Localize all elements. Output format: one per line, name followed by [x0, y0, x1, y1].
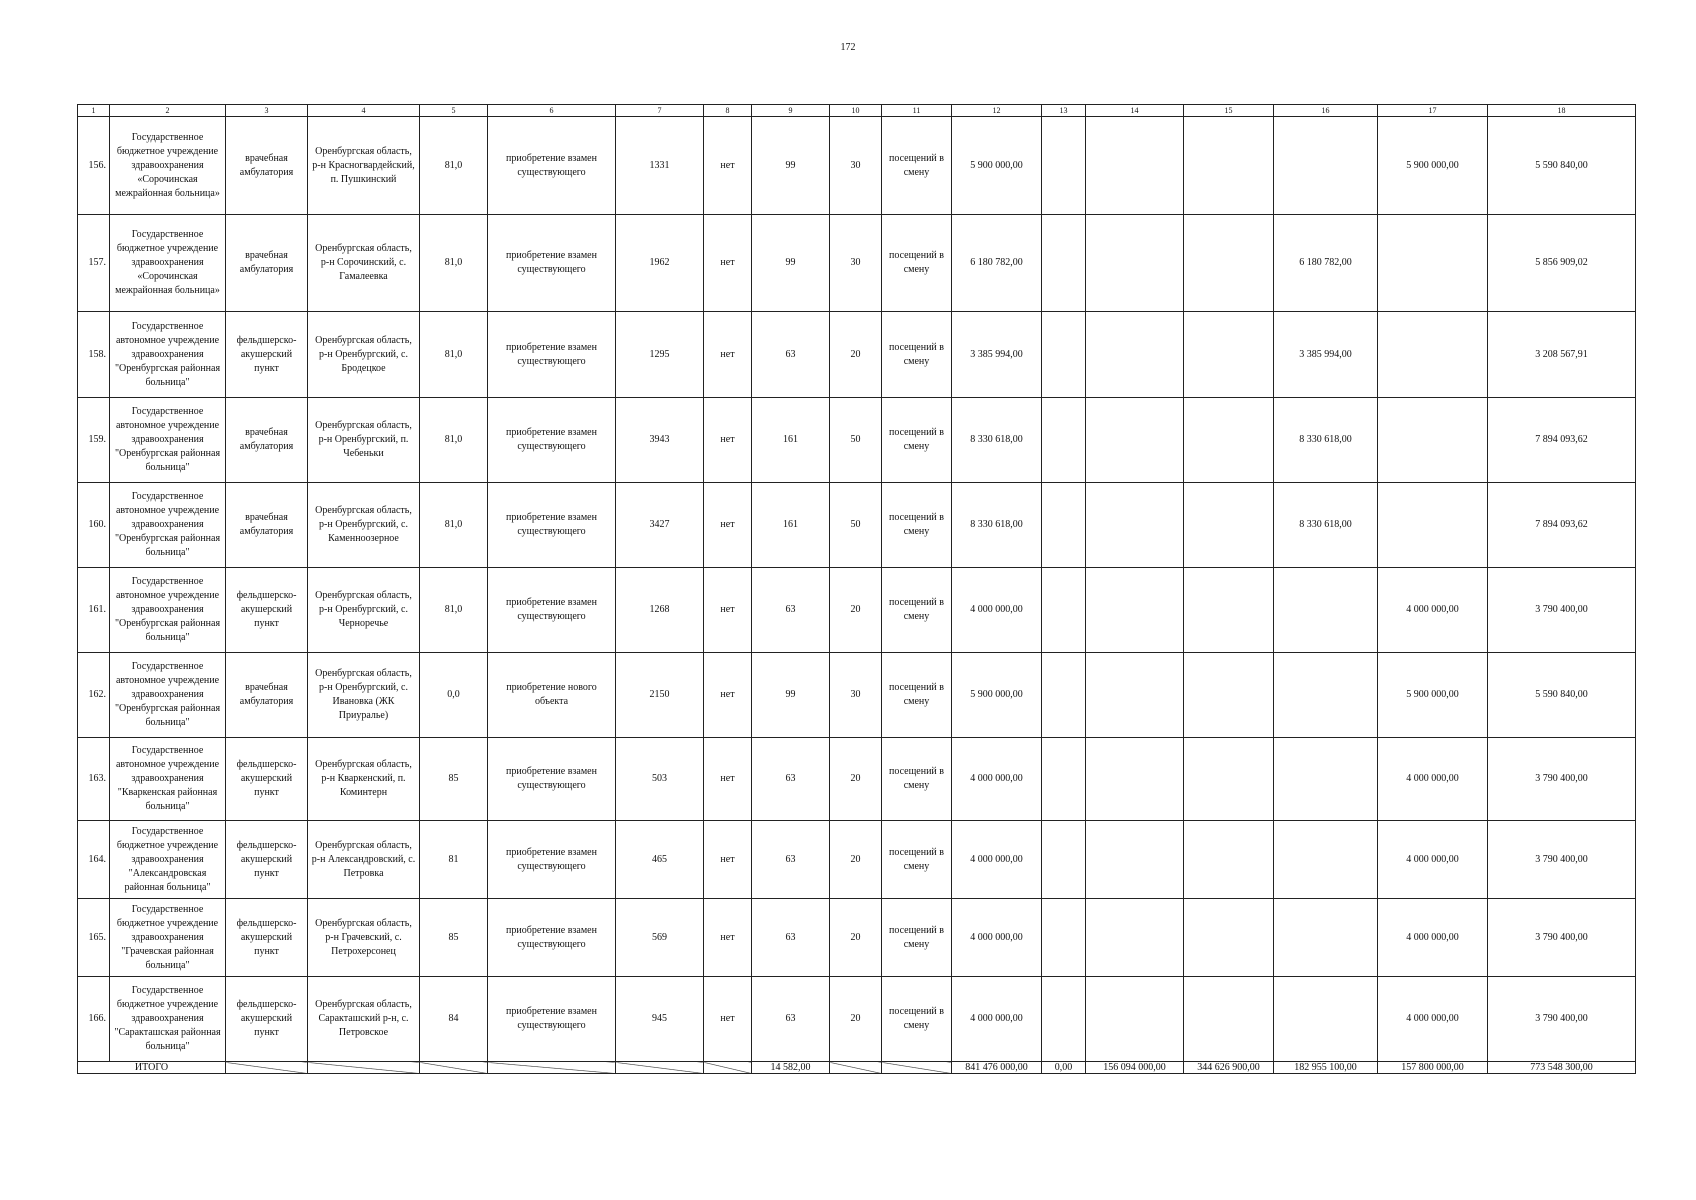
wear-percent: 85: [420, 899, 488, 977]
row-number: 158.: [78, 312, 110, 398]
col-header: 14: [1086, 105, 1184, 117]
col17-value: [1378, 215, 1488, 312]
table-row: [78, 653, 1636, 738]
row-number: 156.: [78, 117, 110, 215]
col13-value: [1042, 312, 1086, 398]
col-header: 6: [488, 105, 616, 117]
table-row: [78, 821, 1636, 899]
col-header: 9: [752, 105, 830, 117]
col-header: 7: [616, 105, 704, 117]
col15-value: [1184, 653, 1274, 738]
col13-value: [1042, 398, 1086, 483]
facility-address: Оренбургская область, р-н Оренбургский, с. Черноречье: [308, 568, 420, 653]
col-header: 1: [78, 105, 110, 117]
col15-value: [1184, 821, 1274, 899]
table-row: [78, 117, 1636, 215]
wear-percent: 81,0: [420, 483, 488, 568]
col17-value: [1378, 483, 1488, 568]
facility-address: Оренбургская область, р-н Грачевский, с. Петрохерсонец: [308, 899, 420, 977]
table-row: [78, 977, 1636, 1062]
table-row: [78, 738, 1636, 821]
col16-value: [1274, 899, 1378, 977]
facility-type: фельдшерско-акушерский пункт: [226, 568, 308, 653]
col14-value: [1086, 653, 1184, 738]
facility-type: фельдшерско-акушерский пункт: [226, 821, 308, 899]
wear-percent: 81,0: [420, 398, 488, 483]
col-header: 12: [952, 105, 1042, 117]
table-row: [78, 483, 1636, 568]
col15-value: [1184, 568, 1274, 653]
col-header: 3: [226, 105, 308, 117]
col18-value: 5 856 909,02: [1488, 215, 1636, 312]
facility-address: Оренбургская область, р-н Оренбургский, с. Бродецкое: [308, 312, 420, 398]
row-number: 157.: [78, 215, 110, 312]
capacity-value: 63: [752, 977, 830, 1062]
organization-name: Государственное бюджетное учреждение здравоохранения "Александровская районная больница": [110, 821, 226, 899]
organization-name: Государственное автономное учреждение здравоохранения "Оренбургская районная больница": [110, 312, 226, 398]
acquisition-purpose: приобретение взамен существующего: [488, 899, 616, 977]
col10-value: 30: [830, 215, 882, 312]
facility-type: врачебная амбулатория: [226, 215, 308, 312]
col18-value: 7 894 093,62: [1488, 398, 1636, 483]
facility-type: фельдшерско-акушерский пункт: [226, 738, 308, 821]
acquisition-purpose: приобретение взамен существующего: [488, 117, 616, 215]
col17-value: 4 000 000,00: [1378, 977, 1488, 1062]
facility-address: Оренбургская область, р-н Оренбургский, с. Каменноозерное: [308, 483, 420, 568]
wear-percent: 84: [420, 977, 488, 1062]
capacity-unit: посещений в смену: [882, 653, 952, 738]
crossed-out-cell: [882, 1062, 952, 1074]
table-row: [78, 568, 1636, 653]
population-served: 465: [616, 821, 704, 899]
col8-value: нет: [704, 483, 752, 568]
col8-value: нет: [704, 312, 752, 398]
capacity-unit: посещений в смену: [882, 215, 952, 312]
col16-value: [1274, 653, 1378, 738]
organization-name: Государственное автономное учреждение здравоохранения "Оренбургская районная больница": [110, 398, 226, 483]
total-cost: 4 000 000,00: [952, 568, 1042, 653]
col18-value: 3 208 567,91: [1488, 312, 1636, 398]
col14-value: [1086, 398, 1184, 483]
col16-value: 6 180 782,00: [1274, 215, 1378, 312]
acquisition-purpose: приобретение взамен существующего: [488, 483, 616, 568]
facility-type: врачебная амбулатория: [226, 117, 308, 215]
col13-value: [1042, 215, 1086, 312]
total-cost: 4 000 000,00: [952, 821, 1042, 899]
total-cost: 4 000 000,00: [952, 899, 1042, 977]
col17-value: 5 900 000,00: [1378, 653, 1488, 738]
total-cost: 8 330 618,00: [952, 483, 1042, 568]
acquisition-purpose: приобретение взамен существующего: [488, 821, 616, 899]
facility-type: фельдшерско-акушерский пункт: [226, 899, 308, 977]
facility-address: Оренбургская область, р-н Кваркенский, п. Коминтерн: [308, 738, 420, 821]
wear-percent: 81,0: [420, 312, 488, 398]
col-header: 18: [1488, 105, 1636, 117]
wear-percent: 81,0: [420, 568, 488, 653]
col16-value: 8 330 618,00: [1274, 398, 1378, 483]
col16-value: [1274, 977, 1378, 1062]
capacity-unit: посещений в смену: [882, 398, 952, 483]
col-header: 2: [110, 105, 226, 117]
total-col14: 156 094 000,00: [1086, 1062, 1184, 1074]
col13-value: [1042, 568, 1086, 653]
col14-value: [1086, 568, 1184, 653]
col15-value: [1184, 483, 1274, 568]
capacity-value: 99: [752, 215, 830, 312]
col18-value: 3 790 400,00: [1488, 738, 1636, 821]
population-served: 1331: [616, 117, 704, 215]
col13-value: [1042, 653, 1086, 738]
col17-value: 4 000 000,00: [1378, 899, 1488, 977]
col16-value: [1274, 568, 1378, 653]
total-cost: 4 000 000,00: [952, 977, 1042, 1062]
acquisition-purpose: приобретение взамен существующего: [488, 738, 616, 821]
crossed-out-cell: [308, 1062, 420, 1074]
col17-value: [1378, 312, 1488, 398]
col18-value: 3 790 400,00: [1488, 821, 1636, 899]
row-number: 166.: [78, 977, 110, 1062]
facility-address: Оренбургская область, р-н Александровский, с. Петровка: [308, 821, 420, 899]
page-number: 172: [840, 42, 856, 53]
col17-value: 4 000 000,00: [1378, 568, 1488, 653]
total-cost: 6 180 782,00: [952, 215, 1042, 312]
col16-value: [1274, 821, 1378, 899]
col18-value: 3 790 400,00: [1488, 899, 1636, 977]
col10-value: 20: [830, 312, 882, 398]
col8-value: нет: [704, 653, 752, 738]
col18-value: 3 790 400,00: [1488, 568, 1636, 653]
acquisition-purpose: приобретение нового объекта: [488, 653, 616, 738]
total-col13: 0,00: [1042, 1062, 1086, 1074]
crossed-out-cell: [830, 1062, 882, 1074]
wear-percent: 81,0: [420, 215, 488, 312]
total-col18: 773 548 300,00: [1488, 1062, 1636, 1074]
crossed-out-cell: [226, 1062, 308, 1074]
capacity-unit: посещений в смену: [882, 117, 952, 215]
col18-value: 5 590 840,00: [1488, 653, 1636, 738]
col15-value: [1184, 312, 1274, 398]
col8-value: нет: [704, 398, 752, 483]
capacity-value: 63: [752, 312, 830, 398]
capacity-unit: посещений в смену: [882, 899, 952, 977]
total-cost: 4 000 000,00: [952, 738, 1042, 821]
acquisition-purpose: приобретение взамен существующего: [488, 568, 616, 653]
acquisition-purpose: приобретение взамен существующего: [488, 398, 616, 483]
capacity-value: 63: [752, 899, 830, 977]
population-served: 569: [616, 899, 704, 977]
col16-value: 3 385 994,00: [1274, 312, 1378, 398]
acquisition-purpose: приобретение взамен существующего: [488, 215, 616, 312]
capacity-value: 161: [752, 483, 830, 568]
col15-value: [1184, 738, 1274, 821]
population-served: 1268: [616, 568, 704, 653]
capacity-value: 99: [752, 117, 830, 215]
population-served: 945: [616, 977, 704, 1062]
col13-value: [1042, 821, 1086, 899]
total-label: ИТОГО: [78, 1062, 226, 1074]
total-col15: 344 626 900,00: [1184, 1062, 1274, 1074]
acquisition-purpose: приобретение взамен существующего: [488, 312, 616, 398]
capacity-unit: посещений в смену: [882, 483, 952, 568]
col-header: 16: [1274, 105, 1378, 117]
registry-table: [77, 104, 1636, 1074]
col17-value: 4 000 000,00: [1378, 738, 1488, 821]
col8-value: нет: [704, 738, 752, 821]
population-served: 3427: [616, 483, 704, 568]
col16-value: [1274, 117, 1378, 215]
crossed-out-cell: [488, 1062, 616, 1074]
col-header: 10: [830, 105, 882, 117]
population-served: 2150: [616, 653, 704, 738]
col8-value: нет: [704, 117, 752, 215]
facility-address: Оренбургская область, р-н Сорочинский, с. Гамалеевка: [308, 215, 420, 312]
crossed-out-cell: [616, 1062, 704, 1074]
col8-value: нет: [704, 215, 752, 312]
total-cost: 3 385 994,00: [952, 312, 1042, 398]
population-served: 1295: [616, 312, 704, 398]
facility-address: Оренбургская область, р-н Оренбургский, с. Ивановка (ЖК Приуралье): [308, 653, 420, 738]
total-cost: 5 900 000,00: [952, 653, 1042, 738]
col14-value: [1086, 738, 1184, 821]
col10-value: 20: [830, 738, 882, 821]
organization-name: Государственное автономное учреждение здравоохранения "Кваркенская районная больница": [110, 738, 226, 821]
col14-value: [1086, 821, 1184, 899]
facility-address: Оренбургская область, р-н Красногвардейский, п. Пушкинский: [308, 117, 420, 215]
col-header: 17: [1378, 105, 1488, 117]
wear-percent: 81: [420, 821, 488, 899]
col15-value: [1184, 215, 1274, 312]
capacity-unit: посещений в смену: [882, 738, 952, 821]
row-number: 163.: [78, 738, 110, 821]
col-header: 15: [1184, 105, 1274, 117]
col10-value: 50: [830, 483, 882, 568]
crossed-out-cell: [704, 1062, 752, 1074]
total-col17: 157 800 000,00: [1378, 1062, 1488, 1074]
table-row: [78, 215, 1636, 312]
total-row: [78, 1062, 1636, 1074]
col14-value: [1086, 483, 1184, 568]
col-header: 4: [308, 105, 420, 117]
capacity-value: 161: [752, 398, 830, 483]
total-capacity: 14 582,00: [752, 1062, 830, 1074]
col14-value: [1086, 117, 1184, 215]
facility-address: Оренбургская область, р-н Оренбургский, п. Чебеньки: [308, 398, 420, 483]
col10-value: 50: [830, 398, 882, 483]
organization-name: Государственное автономное учреждение здравоохранения "Оренбургская районная больница": [110, 483, 226, 568]
row-number: 165.: [78, 899, 110, 977]
row-number: 164.: [78, 821, 110, 899]
facility-type: фельдшерско-акушерский пункт: [226, 312, 308, 398]
row-number: 161.: [78, 568, 110, 653]
col8-value: нет: [704, 899, 752, 977]
facility-type: фельдшерско-акушерский пункт: [226, 977, 308, 1062]
organization-name: Государственное бюджетное учреждение здравоохранения "Саракташская районная больница": [110, 977, 226, 1062]
col15-value: [1184, 398, 1274, 483]
row-number: 162.: [78, 653, 110, 738]
col-header: 5: [420, 105, 488, 117]
facility-type: врачебная амбулатория: [226, 398, 308, 483]
row-number: 160.: [78, 483, 110, 568]
capacity-value: 99: [752, 653, 830, 738]
col10-value: 30: [830, 117, 882, 215]
col-header: 11: [882, 105, 952, 117]
col17-value: 4 000 000,00: [1378, 821, 1488, 899]
col18-value: 7 894 093,62: [1488, 483, 1636, 568]
col8-value: нет: [704, 821, 752, 899]
capacity-unit: посещений в смену: [882, 821, 952, 899]
col18-value: 3 790 400,00: [1488, 977, 1636, 1062]
col13-value: [1042, 483, 1086, 568]
col13-value: [1042, 117, 1086, 215]
col17-value: [1378, 398, 1488, 483]
wear-percent: 0,0: [420, 653, 488, 738]
wear-percent: 81,0: [420, 117, 488, 215]
total-cost: 8 330 618,00: [952, 398, 1042, 483]
total-col16: 182 955 100,00: [1274, 1062, 1378, 1074]
capacity-value: 63: [752, 568, 830, 653]
crossed-out-cell: [420, 1062, 488, 1074]
population-served: 1962: [616, 215, 704, 312]
col-header: 13: [1042, 105, 1086, 117]
capacity-unit: посещений в смену: [882, 568, 952, 653]
col10-value: 20: [830, 821, 882, 899]
capacity-value: 63: [752, 738, 830, 821]
capacity-value: 63: [752, 821, 830, 899]
organization-name: Государственное автономное учреждение здравоохранения "Оренбургская районная больница": [110, 653, 226, 738]
col15-value: [1184, 977, 1274, 1062]
total-cost: 841 476 000,00: [952, 1062, 1042, 1074]
total-cost: 5 900 000,00: [952, 117, 1042, 215]
capacity-unit: посещений в смену: [882, 312, 952, 398]
facility-address: Оренбургская область, Саракташский р-н, с. Петровское: [308, 977, 420, 1062]
column-number-row: [78, 105, 1636, 117]
table-row: [78, 312, 1636, 398]
organization-name: Государственное бюджетное учреждение здравоохранения "Грачевская районная больница": [110, 899, 226, 977]
col14-value: [1086, 215, 1184, 312]
col8-value: нет: [704, 568, 752, 653]
col13-value: [1042, 899, 1086, 977]
population-served: 503: [616, 738, 704, 821]
organization-name: Государственное бюджетное учреждение здравоохранения «Сорочинская межрайонная больница»: [110, 117, 226, 215]
col18-value: 5 590 840,00: [1488, 117, 1636, 215]
facility-type: врачебная амбулатория: [226, 653, 308, 738]
population-served: 3943: [616, 398, 704, 483]
col8-value: нет: [704, 977, 752, 1062]
col14-value: [1086, 899, 1184, 977]
col15-value: [1184, 117, 1274, 215]
organization-name: Государственное бюджетное учреждение здравоохранения «Сорочинская межрайонная больница»: [110, 215, 226, 312]
col13-value: [1042, 738, 1086, 821]
col-header: 8: [704, 105, 752, 117]
col16-value: [1274, 738, 1378, 821]
organization-name: Государственное автономное учреждение здравоохранения "Оренбургская районная больница": [110, 568, 226, 653]
col10-value: 20: [830, 899, 882, 977]
capacity-unit: посещений в смену: [882, 977, 952, 1062]
acquisition-purpose: приобретение взамен существующего: [488, 977, 616, 1062]
col16-value: 8 330 618,00: [1274, 483, 1378, 568]
col17-value: 5 900 000,00: [1378, 117, 1488, 215]
col10-value: 30: [830, 653, 882, 738]
col15-value: [1184, 899, 1274, 977]
row-number: 159.: [78, 398, 110, 483]
table-row: [78, 899, 1636, 977]
facility-type: врачебная амбулатория: [226, 483, 308, 568]
wear-percent: 85: [420, 738, 488, 821]
col10-value: 20: [830, 977, 882, 1062]
col13-value: [1042, 977, 1086, 1062]
table-row: [78, 398, 1636, 483]
col10-value: 20: [830, 568, 882, 653]
col14-value: [1086, 312, 1184, 398]
col14-value: [1086, 977, 1184, 1062]
